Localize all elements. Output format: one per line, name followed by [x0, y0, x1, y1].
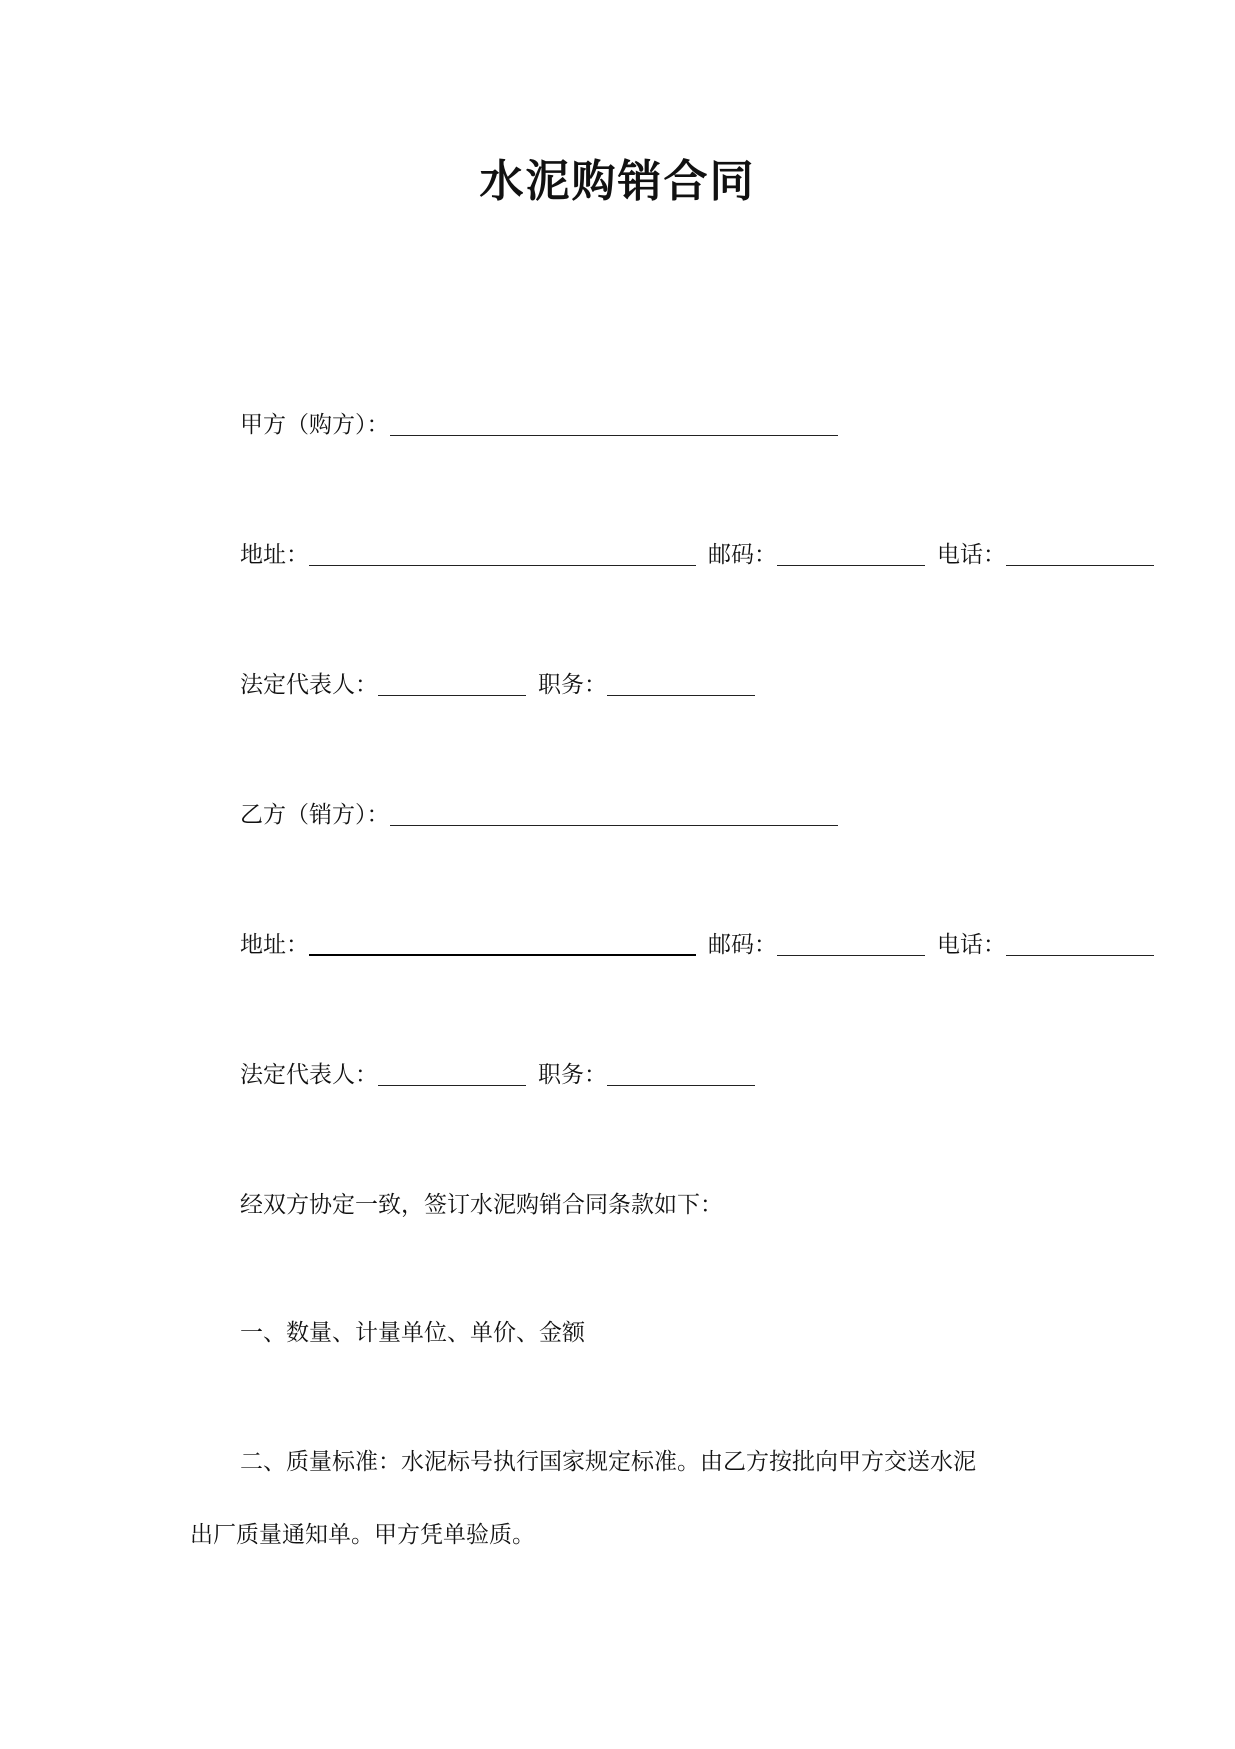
party-b-rep-blank[interactable] — [378, 1067, 526, 1086]
party-a-phone-label: 电话： — [937, 542, 1006, 568]
party-b-name-blank[interactable] — [390, 807, 838, 826]
party-a-rep-blank[interactable] — [378, 677, 526, 696]
party-b-line — [240, 800, 838, 830]
clause-1: 一、数量、计量单位、单价、金额 — [240, 1320, 585, 1346]
party-b-label: 乙方（销方）： — [240, 802, 390, 828]
party-a-address-blank[interactable] — [309, 547, 696, 566]
party-a-rep-label: 法定代表人： — [240, 672, 378, 698]
party-a-address-line — [240, 540, 1154, 570]
party-b-address-label: 地址： — [240, 932, 309, 958]
party-a-postcode-label: 邮码： — [708, 542, 777, 568]
party-b-position-label: 职务： — [538, 1062, 607, 1088]
party-a-phone-blank[interactable] — [1006, 547, 1154, 566]
party-b-position-blank[interactable] — [607, 1067, 755, 1086]
party-b-postcode-label: 邮码： — [708, 932, 777, 958]
party-b-phone-blank[interactable] — [1006, 937, 1154, 956]
clause-2 — [190, 1447, 1050, 1550]
party-b-address-line — [240, 930, 1154, 960]
party-a-postcode-blank[interactable] — [777, 547, 925, 566]
party-a-line — [240, 410, 838, 440]
party-a-name-blank[interactable] — [390, 417, 838, 436]
agreement-intro: 经双方协定一致，签订水泥购销合同条款如下： — [240, 1192, 723, 1218]
party-a-position-blank[interactable] — [607, 677, 755, 696]
clause-2-line-2: 出厂质量通知单。甲方凭单验质。 — [190, 1522, 535, 1548]
document-title: 水泥购销合同 — [479, 156, 756, 207]
party-b-rep-line — [240, 1060, 755, 1090]
party-b-rep-label: 法定代表人： — [240, 1062, 378, 1088]
party-b-postcode-blank[interactable] — [777, 937, 925, 956]
party-b-address-blank[interactable] — [309, 936, 696, 956]
party-a-position-label: 职务： — [538, 672, 607, 698]
party-a-address-label: 地址： — [240, 542, 309, 568]
party-a-label: 甲方（购方）： — [240, 412, 390, 438]
party-b-phone-label: 电话： — [937, 932, 1006, 958]
party-a-rep-line — [240, 670, 755, 700]
clause-2-line-1: 二、质量标准：水泥标号执行国家规定标准。由乙方按批向甲方交送水泥 — [240, 1449, 976, 1475]
